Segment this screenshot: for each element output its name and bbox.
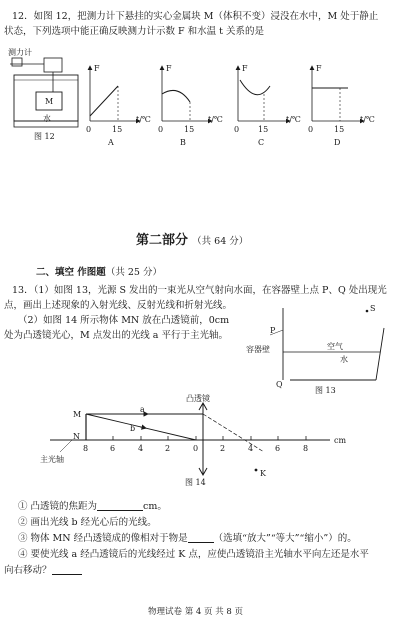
refracted-ray [203,414,264,452]
fig13-air-label: 空气 [327,342,343,351]
fig14-b-label: b [130,424,136,433]
part2-heading [136,234,248,248]
graph-d-option: D [334,138,341,147]
fig14-tick: 0 [193,444,199,453]
fig14-a-label: a [140,405,145,414]
fig14-tick: 2 [165,444,171,453]
q13-line3: （2）如图 14 所示物体 MN 放在凸透镜前，0cm [18,315,230,326]
graph-a-option: A [108,138,114,147]
point-k [255,469,258,472]
graph-b-y-label: F [166,64,172,73]
graph-b-option: B [180,138,186,147]
fig13-p-label: P [270,326,276,335]
q13-line1: 13．（1）如图 13，光源 S 发出的一束光从空气射向水面，在容器壁上点 P、Q 处出现光 [12,285,387,296]
sub-question-3 [18,532,357,545]
fig13-q-label: Q [276,380,283,389]
section-score: （共 25 分） [105,267,162,278]
graph-a-x-label: t/℃ [136,115,151,124]
fig14-n-label: N [73,432,80,441]
fig13-water-label: 水 [340,355,348,364]
fig14-k-label: K [260,469,266,478]
fig14-unit-label: cm [334,436,347,445]
graph-a-y-label: F [94,64,100,73]
graph-c-tick: 15 [258,125,269,134]
q12-line1: 12．如图 12，把测力计下悬挂的实心金属块 M（体积不变）浸没在水中，M 处于静止 [12,11,379,22]
meter-box [44,58,62,72]
fig14-caption: 图 14 [185,478,206,487]
graph-c-y-label: F [242,64,248,73]
graph-a-origin: 0 [86,125,92,134]
fig14-tick: 8 [303,444,309,453]
sub-question-4-line1: ④ 要使光线 a 经凸透镜后的光线经过 K 点，应使凸透镜沿主光轴水平向左还是水平 [18,549,369,560]
graph-c-x-label: t/℃ [286,115,301,124]
fig13-caption: 图 13 [315,386,336,395]
sub-question-3-options: （选填“放大”“等大”“缩小”）的。 [213,533,357,544]
page-footer: 物理试卷 第 4 页 共 8 页 [148,607,244,617]
fig12-water-label: 水 [43,114,51,123]
fig12-meter-label: 测力计 [8,48,32,57]
part2-score: （共 64 分） [192,236,249,247]
q12-line2: 状态，下列选项中能正确反映测力计示数 F 和水温 t 关系的是 [4,26,264,37]
fig12-block-label: M [45,97,54,106]
sub-question-3-text: ③ 物体 MN 经凸透镜成的像相对于物是 [18,533,188,544]
answer-blank-3[interactable] [188,532,214,543]
sub-question-4-line2 [4,564,82,577]
section-heading [36,266,162,279]
sub-question-4-text: 向右移动？ [4,565,52,576]
graph-c-origin: 0 [234,125,240,134]
sub-question-1 [18,500,167,513]
fig13-wall-label: 容器壁 [246,345,270,354]
section-title: 二、填空 作图题 [36,267,106,278]
fig14-axis-label: 主光轴 [40,455,64,464]
fig14-tick: 8 [83,444,89,453]
fig14-tick: 4 [138,444,144,453]
graph-b-tick: 15 [184,125,195,134]
answer-blank-4[interactable] [52,564,82,575]
fig14-tick: 6 [110,444,116,453]
graph-b-x-label: t/℃ [208,115,223,124]
sub-question-1-unit: cm。 [143,501,167,512]
graph-d-tick: 15 [334,125,345,134]
fig14-tick: 6 [275,444,281,453]
q13-line2: 点，画出上述现象的入射光线、反射光线和折射光线。 [4,300,233,311]
q13-line4: 处为凸透镜光心，M 点发出的光线 a 平行于主光轴。 [4,330,228,341]
graph-d-x-label: t/℃ [360,115,375,124]
answer-blank-1[interactable] [97,500,143,511]
graph-d-y-label: F [316,64,322,73]
fig14-tick: 2 [220,444,226,453]
graph-d-origin: 0 [308,125,314,134]
part2-title: 第二部分 [136,233,189,248]
fig14-m-label: M [73,410,82,419]
fig14-lens-label: 凸透镜 [186,394,210,403]
fig12-caption: 图 12 [34,132,55,141]
graph-a-tick: 15 [112,125,123,134]
light-source-point [366,310,369,313]
fig13-s-label: S [370,304,376,313]
graph-c-option: C [258,138,265,147]
fig14 [50,403,330,475]
sub-question-1-text: ① 凸透镜的焦距为 [18,501,98,512]
fig14-tick: 4 [248,444,254,453]
sub-question-2: ② 画出光线 b 经光心后的光线。 [18,517,157,528]
graph-b-origin: 0 [158,125,164,134]
